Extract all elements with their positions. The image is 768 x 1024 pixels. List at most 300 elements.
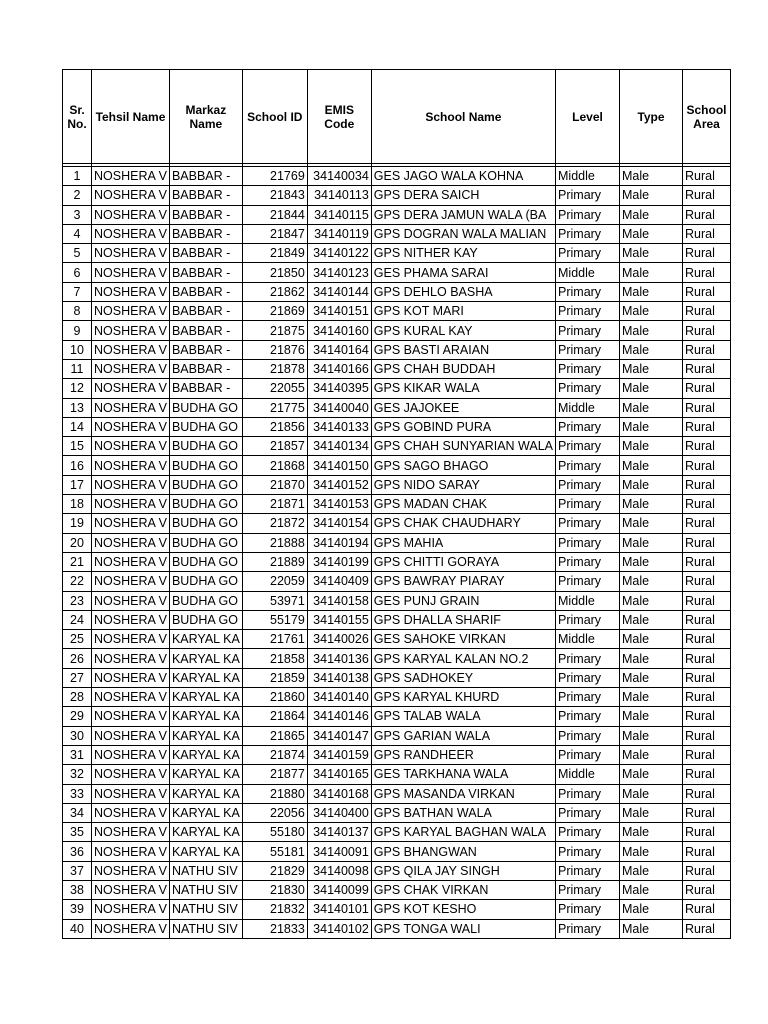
cell-level: Primary <box>556 321 620 340</box>
cell-school-id: 21872 <box>242 514 307 533</box>
cell-school-name: GPS NIDO SARAY <box>371 475 555 494</box>
cell-sr-no: 40 <box>63 919 92 938</box>
cell-level: Primary <box>556 379 620 398</box>
cell-school-name: GPS MASANDA VIRKAN <box>371 784 555 803</box>
cell-sr-no: 25 <box>63 630 92 649</box>
cell-markaz-name: BUDHA GO <box>169 437 242 456</box>
cell-school-id: 21865 <box>242 726 307 745</box>
cell-school-area: Rural <box>683 321 731 340</box>
table-row <box>63 861 731 880</box>
cell-type: Male <box>620 919 683 938</box>
cell-level: Primary <box>556 552 620 571</box>
cell-school-name: GPS SADHOKEY <box>371 668 555 687</box>
cell-markaz-name: BUDHA GO <box>169 456 242 475</box>
cell-school-area: Rural <box>683 784 731 803</box>
cell-level: Primary <box>556 784 620 803</box>
cell-tehsil-name: NOSHERA V <box>92 668 170 687</box>
header-markaz-name: Markaz Name <box>169 70 242 164</box>
cell-tehsil-name: NOSHERA V <box>92 880 170 899</box>
cell-school-area: Rural <box>683 244 731 263</box>
cell-sr-no: 23 <box>63 591 92 610</box>
cell-markaz-name: BABBAR - <box>169 263 242 282</box>
cell-school-area: Rural <box>683 688 731 707</box>
cell-tehsil-name: NOSHERA V <box>92 591 170 610</box>
cell-emis-code: 34140123 <box>307 263 371 282</box>
cell-school-id: 21877 <box>242 765 307 784</box>
cell-markaz-name: KARYAL KA <box>169 765 242 784</box>
cell-level: Primary <box>556 842 620 861</box>
cell-level: Primary <box>556 533 620 552</box>
cell-markaz-name: KARYAL KA <box>169 823 242 842</box>
cell-school-name: GPS NITHER KAY <box>371 244 555 263</box>
cell-level: Primary <box>556 417 620 436</box>
cell-markaz-name: BABBAR - <box>169 186 242 205</box>
cell-school-name: GPS RANDHEER <box>371 745 555 764</box>
header-school-id: School ID <box>242 70 307 164</box>
cell-school-name: GPS MAHIA <box>371 533 555 552</box>
cell-type: Male <box>620 765 683 784</box>
cell-emis-code: 34140154 <box>307 514 371 533</box>
cell-sr-no: 10 <box>63 340 92 359</box>
cell-markaz-name: BUDHA GO <box>169 495 242 514</box>
cell-markaz-name: BABBAR - <box>169 379 242 398</box>
cell-school-id: 21769 <box>242 167 307 186</box>
cell-school-name: GPS KARYAL KALAN NO.2 <box>371 649 555 668</box>
cell-tehsil-name: NOSHERA V <box>92 610 170 629</box>
cell-school-id: 21876 <box>242 340 307 359</box>
cell-school-id: 21761 <box>242 630 307 649</box>
table-row <box>63 205 731 224</box>
cell-type: Male <box>620 417 683 436</box>
cell-tehsil-name: NOSHERA V <box>92 552 170 571</box>
cell-school-area: Rural <box>683 668 731 687</box>
cell-emis-code: 34140194 <box>307 533 371 552</box>
cell-school-id: 55181 <box>242 842 307 861</box>
cell-emis-code: 34140165 <box>307 765 371 784</box>
cell-level: Middle <box>556 630 620 649</box>
cell-emis-code: 34140166 <box>307 359 371 378</box>
cell-level: Primary <box>556 745 620 764</box>
cell-level: Primary <box>556 456 620 475</box>
cell-level: Primary <box>556 688 620 707</box>
table-row <box>63 919 731 938</box>
cell-emis-code: 34140026 <box>307 630 371 649</box>
cell-markaz-name: BUDHA GO <box>169 514 242 533</box>
cell-school-id: 21849 <box>242 244 307 263</box>
cell-emis-code: 34140101 <box>307 900 371 919</box>
cell-type: Male <box>620 514 683 533</box>
table-row <box>63 417 731 436</box>
cell-emis-code: 34140144 <box>307 282 371 301</box>
cell-school-id: 21832 <box>242 900 307 919</box>
cell-sr-no: 8 <box>63 302 92 321</box>
cell-school-area: Rural <box>683 919 731 938</box>
cell-emis-code: 34140159 <box>307 745 371 764</box>
cell-sr-no: 26 <box>63 649 92 668</box>
table-row <box>63 572 731 591</box>
cell-school-id: 55180 <box>242 823 307 842</box>
cell-school-id: 21843 <box>242 186 307 205</box>
cell-tehsil-name: NOSHERA V <box>92 475 170 494</box>
cell-school-area: Rural <box>683 417 731 436</box>
cell-school-id: 21868 <box>242 456 307 475</box>
cell-sr-no: 32 <box>63 765 92 784</box>
cell-type: Male <box>620 205 683 224</box>
cell-tehsil-name: NOSHERA V <box>92 745 170 764</box>
cell-markaz-name: KARYAL KA <box>169 803 242 822</box>
table-row <box>63 552 731 571</box>
cell-markaz-name: BABBAR - <box>169 205 242 224</box>
table-row <box>63 745 731 764</box>
cell-school-id: 21874 <box>242 745 307 764</box>
cell-school-id: 21889 <box>242 552 307 571</box>
cell-school-area: Rural <box>683 514 731 533</box>
cell-markaz-name: BABBAR - <box>169 321 242 340</box>
cell-school-area: Rural <box>683 552 731 571</box>
cell-school-area: Rural <box>683 900 731 919</box>
cell-type: Male <box>620 379 683 398</box>
cell-tehsil-name: NOSHERA V <box>92 282 170 301</box>
cell-type: Male <box>620 707 683 726</box>
cell-type: Male <box>620 302 683 321</box>
cell-markaz-name: KARYAL KA <box>169 842 242 861</box>
table-row <box>63 340 731 359</box>
cell-school-id: 21844 <box>242 205 307 224</box>
cell-emis-code: 34140409 <box>307 572 371 591</box>
cell-markaz-name: KARYAL KA <box>169 726 242 745</box>
cell-school-name: GPS CHAK VIRKAN <box>371 880 555 899</box>
cell-sr-no: 22 <box>63 572 92 591</box>
cell-sr-no: 36 <box>63 842 92 861</box>
cell-school-area: Rural <box>683 880 731 899</box>
cell-markaz-name: KARYAL KA <box>169 630 242 649</box>
cell-tehsil-name: NOSHERA V <box>92 688 170 707</box>
cell-level: Primary <box>556 707 620 726</box>
cell-type: Male <box>620 321 683 340</box>
cell-school-name: GPS DHALLA SHARIF <box>371 610 555 629</box>
cell-emis-code: 34140134 <box>307 437 371 456</box>
cell-level: Primary <box>556 610 620 629</box>
cell-level: Primary <box>556 282 620 301</box>
header-row <box>63 70 731 164</box>
cell-school-name: GPS CHAH BUDDAH <box>371 359 555 378</box>
cell-emis-code: 34140150 <box>307 456 371 475</box>
cell-school-id: 21875 <box>242 321 307 340</box>
header-tehsil-name: Tehsil Name <box>92 70 170 164</box>
cell-school-id: 21856 <box>242 417 307 436</box>
cell-school-area: Rural <box>683 282 731 301</box>
cell-type: Male <box>620 552 683 571</box>
cell-school-id: 55179 <box>242 610 307 629</box>
cell-sr-no: 7 <box>63 282 92 301</box>
table-row <box>63 649 731 668</box>
cell-sr-no: 19 <box>63 514 92 533</box>
cell-emis-code: 34140146 <box>307 707 371 726</box>
cell-type: Male <box>620 167 683 186</box>
table-row <box>63 398 731 417</box>
cell-school-id: 22055 <box>242 379 307 398</box>
cell-school-id: 22059 <box>242 572 307 591</box>
cell-tehsil-name: NOSHERA V <box>92 379 170 398</box>
cell-type: Male <box>620 630 683 649</box>
cell-markaz-name: BUDHA GO <box>169 610 242 629</box>
cell-school-name: GPS KARYAL KHURD <box>371 688 555 707</box>
cell-school-area: Rural <box>683 803 731 822</box>
cell-markaz-name: KARYAL KA <box>169 784 242 803</box>
table-row <box>63 823 731 842</box>
cell-emis-code: 34140151 <box>307 302 371 321</box>
cell-emis-code: 34140133 <box>307 417 371 436</box>
cell-emis-code: 34140099 <box>307 880 371 899</box>
cell-emis-code: 34140102 <box>307 919 371 938</box>
table-row <box>63 784 731 803</box>
cell-school-area: Rural <box>683 359 731 378</box>
table-body <box>63 164 731 939</box>
cell-school-name: GPS MADAN CHAK <box>371 495 555 514</box>
cell-school-name: GPS KOT MARI <box>371 302 555 321</box>
table-row <box>63 707 731 726</box>
cell-school-id: 21870 <box>242 475 307 494</box>
cell-emis-code: 34140147 <box>307 726 371 745</box>
cell-school-id: 22056 <box>242 803 307 822</box>
cell-emis-code: 34140155 <box>307 610 371 629</box>
cell-emis-code: 34140119 <box>307 224 371 243</box>
cell-tehsil-name: NOSHERA V <box>92 842 170 861</box>
table-row <box>63 630 731 649</box>
cell-emis-code: 34140199 <box>307 552 371 571</box>
cell-level: Primary <box>556 823 620 842</box>
cell-school-id: 21829 <box>242 861 307 880</box>
cell-sr-no: 33 <box>63 784 92 803</box>
cell-school-name: GPS KOT KESHO <box>371 900 555 919</box>
header-school-area: School Area <box>683 70 731 164</box>
table-row <box>63 610 731 629</box>
cell-tehsil-name: NOSHERA V <box>92 823 170 842</box>
cell-sr-no: 18 <box>63 495 92 514</box>
cell-markaz-name: NATHU SIV <box>169 919 242 938</box>
cell-level: Primary <box>556 437 620 456</box>
cell-type: Male <box>620 726 683 745</box>
table-row <box>63 880 731 899</box>
cell-emis-code: 34140168 <box>307 784 371 803</box>
cell-type: Male <box>620 591 683 610</box>
cell-markaz-name: BUDHA GO <box>169 552 242 571</box>
cell-sr-no: 31 <box>63 745 92 764</box>
cell-school-id: 21775 <box>242 398 307 417</box>
cell-type: Male <box>620 745 683 764</box>
cell-school-id: 21830 <box>242 880 307 899</box>
table-row <box>63 302 731 321</box>
header-emis-code: EMIS Code <box>307 70 371 164</box>
cell-markaz-name: KARYAL KA <box>169 649 242 668</box>
cell-type: Male <box>620 880 683 899</box>
cell-school-name: GPS BHANGWAN <box>371 842 555 861</box>
cell-level: Primary <box>556 726 620 745</box>
cell-emis-code: 34140400 <box>307 803 371 822</box>
cell-school-name: GPS CHAK CHAUDHARY <box>371 514 555 533</box>
cell-sr-no: 3 <box>63 205 92 224</box>
cell-markaz-name: BABBAR - <box>169 167 242 186</box>
cell-level: Primary <box>556 302 620 321</box>
cell-type: Male <box>620 900 683 919</box>
cell-school-name: GPS DERA SAICH <box>371 186 555 205</box>
cell-tehsil-name: NOSHERA V <box>92 861 170 880</box>
cell-level: Primary <box>556 572 620 591</box>
cell-type: Male <box>620 861 683 880</box>
cell-school-area: Rural <box>683 707 731 726</box>
cell-level: Primary <box>556 861 620 880</box>
cell-sr-no: 28 <box>63 688 92 707</box>
cell-sr-no: 16 <box>63 456 92 475</box>
cell-school-id: 21860 <box>242 688 307 707</box>
cell-tehsil-name: NOSHERA V <box>92 726 170 745</box>
cell-tehsil-name: NOSHERA V <box>92 533 170 552</box>
cell-type: Male <box>620 533 683 552</box>
cell-markaz-name: BUDHA GO <box>169 417 242 436</box>
cell-emis-code: 34140395 <box>307 379 371 398</box>
cell-emis-code: 34140160 <box>307 321 371 340</box>
cell-tehsil-name: NOSHERA V <box>92 321 170 340</box>
cell-sr-no: 27 <box>63 668 92 687</box>
cell-tehsil-name: NOSHERA V <box>92 167 170 186</box>
cell-school-name: GPS KARYAL BAGHAN WALA <box>371 823 555 842</box>
cell-school-id: 21862 <box>242 282 307 301</box>
cell-tehsil-name: NOSHERA V <box>92 244 170 263</box>
cell-tehsil-name: NOSHERA V <box>92 205 170 224</box>
cell-school-name: GPS CHITTI GORAYA <box>371 552 555 571</box>
cell-school-name: GPS KURAL KAY <box>371 321 555 340</box>
table-row <box>63 167 731 186</box>
cell-school-name: GPS CHAH SUNYARIAN WALA <box>371 437 555 456</box>
cell-emis-code: 34140153 <box>307 495 371 514</box>
cell-school-name: GPS GOBIND PURA <box>371 417 555 436</box>
cell-school-area: Rural <box>683 861 731 880</box>
cell-type: Male <box>620 688 683 707</box>
table-row <box>63 900 731 919</box>
cell-school-area: Rural <box>683 649 731 668</box>
cell-level: Middle <box>556 263 620 282</box>
cell-level: Primary <box>556 919 620 938</box>
cell-emis-code: 34140040 <box>307 398 371 417</box>
cell-school-name: GPS BATHAN WALA <box>371 803 555 822</box>
cell-school-name: GPS DEHLO BASHA <box>371 282 555 301</box>
cell-emis-code: 34140158 <box>307 591 371 610</box>
cell-markaz-name: BABBAR - <box>169 282 242 301</box>
cell-sr-no: 6 <box>63 263 92 282</box>
cell-sr-no: 11 <box>63 359 92 378</box>
table-row <box>63 591 731 610</box>
cell-school-name: GPS BASTI ARAIAN <box>371 340 555 359</box>
cell-markaz-name: BABBAR - <box>169 302 242 321</box>
cell-school-name: GPS DOGRAN WALA MALIAN <box>371 224 555 243</box>
cell-tehsil-name: NOSHERA V <box>92 302 170 321</box>
cell-school-area: Rural <box>683 533 731 552</box>
cell-school-area: Rural <box>683 726 731 745</box>
table-row <box>63 668 731 687</box>
school-list-table <box>62 69 731 939</box>
header-level: Level <box>556 70 620 164</box>
header-type: Type <box>620 70 683 164</box>
cell-emis-code: 34140136 <box>307 649 371 668</box>
cell-sr-no: 38 <box>63 880 92 899</box>
cell-markaz-name: KARYAL KA <box>169 668 242 687</box>
cell-level: Primary <box>556 649 620 668</box>
cell-school-area: Rural <box>683 398 731 417</box>
cell-sr-no: 24 <box>63 610 92 629</box>
cell-level: Primary <box>556 900 620 919</box>
cell-emis-code: 34140034 <box>307 167 371 186</box>
table-row <box>63 514 731 533</box>
cell-school-area: Rural <box>683 224 731 243</box>
cell-sr-no: 9 <box>63 321 92 340</box>
cell-school-area: Rural <box>683 437 731 456</box>
cell-markaz-name: BABBAR - <box>169 340 242 359</box>
cell-type: Male <box>620 244 683 263</box>
table-row <box>63 379 731 398</box>
cell-school-id: 21850 <box>242 263 307 282</box>
cell-school-id: 21878 <box>242 359 307 378</box>
table-row <box>63 688 731 707</box>
cell-emis-code: 34140113 <box>307 186 371 205</box>
cell-type: Male <box>620 282 683 301</box>
cell-school-id: 21871 <box>242 495 307 514</box>
cell-school-id: 53971 <box>242 591 307 610</box>
table-row <box>63 495 731 514</box>
cell-school-id: 21833 <box>242 919 307 938</box>
cell-school-area: Rural <box>683 167 731 186</box>
cell-sr-no: 20 <box>63 533 92 552</box>
cell-markaz-name: BUDHA GO <box>169 572 242 591</box>
cell-level: Middle <box>556 591 620 610</box>
cell-sr-no: 35 <box>63 823 92 842</box>
cell-level: Primary <box>556 224 620 243</box>
cell-type: Male <box>620 610 683 629</box>
cell-tehsil-name: NOSHERA V <box>92 630 170 649</box>
cell-school-id: 21859 <box>242 668 307 687</box>
cell-level: Primary <box>556 340 620 359</box>
cell-type: Male <box>620 572 683 591</box>
cell-tehsil-name: NOSHERA V <box>92 649 170 668</box>
cell-school-id: 21864 <box>242 707 307 726</box>
cell-school-name: GES SAHOKE VIRKAN <box>371 630 555 649</box>
cell-school-area: Rural <box>683 745 731 764</box>
cell-school-area: Rural <box>683 765 731 784</box>
cell-school-area: Rural <box>683 591 731 610</box>
cell-markaz-name: BUDHA GO <box>169 533 242 552</box>
cell-school-area: Rural <box>683 610 731 629</box>
header-school-name: School Name <box>371 70 555 164</box>
cell-school-area: Rural <box>683 456 731 475</box>
cell-markaz-name: KARYAL KA <box>169 688 242 707</box>
cell-emis-code: 34140140 <box>307 688 371 707</box>
cell-level: Primary <box>556 475 620 494</box>
cell-tehsil-name: NOSHERA V <box>92 514 170 533</box>
cell-level: Primary <box>556 514 620 533</box>
cell-school-name: GPS KIKAR WALA <box>371 379 555 398</box>
cell-school-area: Rural <box>683 475 731 494</box>
table-row <box>63 437 731 456</box>
cell-type: Male <box>620 456 683 475</box>
cell-school-id: 21869 <box>242 302 307 321</box>
cell-markaz-name: BABBAR - <box>169 359 242 378</box>
cell-level: Primary <box>556 205 620 224</box>
cell-emis-code: 34140137 <box>307 823 371 842</box>
table-row <box>63 244 731 263</box>
cell-school-area: Rural <box>683 302 731 321</box>
cell-emis-code: 34140138 <box>307 668 371 687</box>
cell-sr-no: 34 <box>63 803 92 822</box>
table-row <box>63 224 731 243</box>
